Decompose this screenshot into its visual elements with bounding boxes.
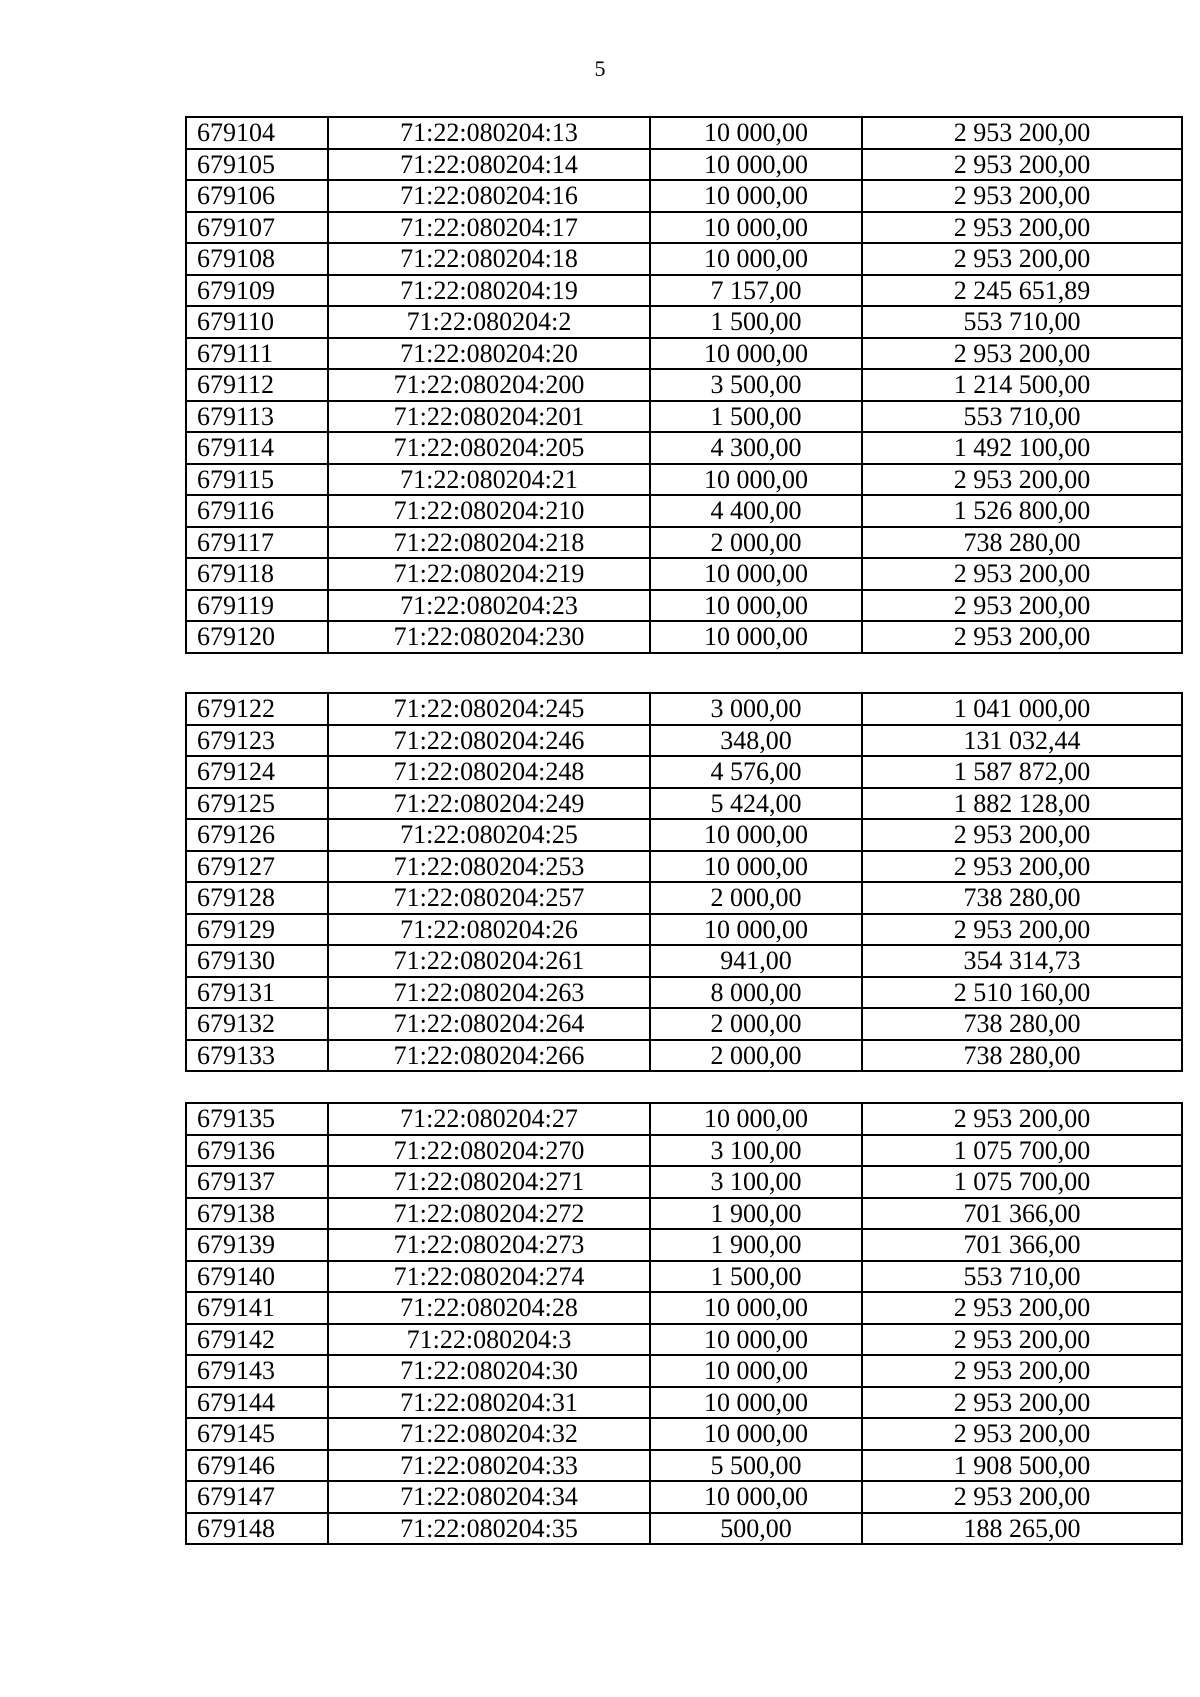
table-row (186, 621, 1182, 653)
table-row (186, 914, 1182, 946)
cell-area: 8 000,00 (650, 977, 862, 1009)
cell-value: 2 510 160,00 (862, 977, 1182, 1009)
cell-record-id: 679148 (186, 1513, 328, 1545)
cell-cadastral-number: 71:22:080204:34 (328, 1481, 650, 1513)
cell-value: 701 366,00 (862, 1198, 1182, 1230)
table-row (186, 306, 1182, 338)
cell-value: 131 032,44 (862, 725, 1182, 757)
cell-area: 1 900,00 (650, 1198, 862, 1230)
cell-record-id: 679144 (186, 1387, 328, 1419)
cell-record-id: 679123 (186, 725, 328, 757)
cell-area: 10 000,00 (650, 1292, 862, 1324)
cell-record-id: 679131 (186, 977, 328, 1009)
cell-area: 4 300,00 (650, 432, 862, 464)
cell-value: 738 280,00 (862, 527, 1182, 559)
cell-record-id: 679125 (186, 788, 328, 820)
cell-value: 1 882 128,00 (862, 788, 1182, 820)
cell-value: 2 953 200,00 (862, 1355, 1182, 1387)
table-row (186, 1040, 1182, 1072)
cell-value: 1 492 100,00 (862, 432, 1182, 464)
cell-area: 5 500,00 (650, 1450, 862, 1482)
cell-area: 2 000,00 (650, 1008, 862, 1040)
cell-record-id: 679130 (186, 945, 328, 977)
cell-cadastral-number: 71:22:080204:205 (328, 432, 650, 464)
table-row (186, 1513, 1182, 1545)
cell-value: 553 710,00 (862, 1261, 1182, 1293)
cell-record-id: 679119 (186, 590, 328, 622)
cell-record-id: 679117 (186, 527, 328, 559)
cell-cadastral-number: 71:22:080204:33 (328, 1450, 650, 1482)
cell-cadastral-number: 71:22:080204:201 (328, 401, 650, 433)
cell-value: 2 953 200,00 (862, 914, 1182, 946)
cell-cadastral-number: 71:22:080204:200 (328, 369, 650, 401)
cell-value: 1 908 500,00 (862, 1450, 1182, 1482)
cell-cadastral-number: 71:22:080204:246 (328, 725, 650, 757)
cell-cadastral-number: 71:22:080204:257 (328, 882, 650, 914)
cell-cadastral-number: 71:22:080204:230 (328, 621, 650, 653)
cell-cadastral-number: 71:22:080204:263 (328, 977, 650, 1009)
table-row (186, 401, 1182, 433)
cell-value: 2 953 200,00 (862, 819, 1182, 851)
cell-record-id: 679136 (186, 1135, 328, 1167)
cell-area: 10 000,00 (650, 1324, 862, 1356)
table-row (186, 527, 1182, 559)
cell-value: 2 953 200,00 (862, 212, 1182, 244)
cell-value: 1 075 700,00 (862, 1135, 1182, 1167)
cell-area: 10 000,00 (650, 464, 862, 496)
cell-value: 738 280,00 (862, 1008, 1182, 1040)
cell-record-id: 679120 (186, 621, 328, 653)
table-row (186, 558, 1182, 590)
table-row (186, 1418, 1182, 1450)
table-row (186, 1261, 1182, 1293)
cell-value: 2 953 200,00 (862, 1418, 1182, 1450)
table-row (186, 819, 1182, 851)
cell-value: 2 953 200,00 (862, 180, 1182, 212)
cell-value: 2 953 200,00 (862, 590, 1182, 622)
cell-record-id: 679114 (186, 432, 328, 464)
cell-area: 2 000,00 (650, 882, 862, 914)
cell-cadastral-number: 71:22:080204:18 (328, 243, 650, 275)
cell-cadastral-number: 71:22:080204:2 (328, 306, 650, 338)
table-row (186, 1450, 1182, 1482)
cell-area: 3 500,00 (650, 369, 862, 401)
cell-value: 354 314,73 (862, 945, 1182, 977)
cell-cadastral-number: 71:22:080204:20 (328, 338, 650, 370)
cell-record-id: 679108 (186, 243, 328, 275)
table-row (186, 945, 1182, 977)
cell-value: 2 953 200,00 (862, 558, 1182, 590)
cell-area: 3 100,00 (650, 1135, 862, 1167)
table-row (186, 1481, 1182, 1513)
cell-area: 10 000,00 (650, 180, 862, 212)
cell-record-id: 679138 (186, 1198, 328, 1230)
cell-area: 7 157,00 (650, 275, 862, 307)
cell-area: 10 000,00 (650, 621, 862, 653)
table-row (186, 851, 1182, 883)
cell-area: 1 500,00 (650, 401, 862, 433)
cell-record-id: 679111 (186, 338, 328, 370)
table-row (186, 1166, 1182, 1198)
cell-record-id: 679139 (186, 1229, 328, 1261)
table-block-2 (185, 692, 1183, 1072)
cell-record-id: 679129 (186, 914, 328, 946)
cell-area: 3 100,00 (650, 1166, 862, 1198)
cell-record-id: 679124 (186, 756, 328, 788)
table-row (186, 1103, 1182, 1135)
cell-cadastral-number: 71:22:080204:261 (328, 945, 650, 977)
table-row (186, 882, 1182, 914)
cell-area: 10 000,00 (650, 590, 862, 622)
cell-record-id: 679133 (186, 1040, 328, 1072)
cell-area: 348,00 (650, 725, 862, 757)
cell-value: 2 953 200,00 (862, 243, 1182, 275)
table-row (186, 1355, 1182, 1387)
page-number: 5 (594, 56, 606, 81)
table-row (186, 788, 1182, 820)
cell-record-id: 679113 (186, 401, 328, 433)
cell-record-id: 679104 (186, 117, 328, 149)
table-row (186, 432, 1182, 464)
cell-record-id: 679143 (186, 1355, 328, 1387)
table-row (186, 243, 1182, 275)
cell-record-id: 679127 (186, 851, 328, 883)
cell-value: 188 265,00 (862, 1513, 1182, 1545)
cell-area: 2 000,00 (650, 527, 862, 559)
cell-area: 10 000,00 (650, 1481, 862, 1513)
cell-area: 10 000,00 (650, 1387, 862, 1419)
cell-cadastral-number: 71:22:080204:248 (328, 756, 650, 788)
cell-record-id: 679140 (186, 1261, 328, 1293)
table-row (186, 756, 1182, 788)
cell-record-id: 679118 (186, 558, 328, 590)
table-row (186, 180, 1182, 212)
table-row (186, 495, 1182, 527)
cell-area: 1 500,00 (650, 1261, 862, 1293)
cell-area: 1 500,00 (650, 306, 862, 338)
cell-area: 10 000,00 (650, 1355, 862, 1387)
cell-cadastral-number: 71:22:080204:270 (328, 1135, 650, 1167)
cell-record-id: 679145 (186, 1418, 328, 1450)
cell-record-id: 679141 (186, 1292, 328, 1324)
cell-value: 1 526 800,00 (862, 495, 1182, 527)
cell-area: 10 000,00 (650, 914, 862, 946)
cell-cadastral-number: 71:22:080204:14 (328, 149, 650, 181)
cell-value: 2 953 200,00 (862, 621, 1182, 653)
cell-cadastral-number: 71:22:080204:266 (328, 1040, 650, 1072)
cell-cadastral-number: 71:22:080204:19 (328, 275, 650, 307)
table-row (186, 693, 1182, 725)
cell-area: 4 400,00 (650, 495, 862, 527)
cell-value: 2 953 200,00 (862, 1481, 1182, 1513)
cell-record-id: 679126 (186, 819, 328, 851)
cell-area: 4 576,00 (650, 756, 862, 788)
cell-cadastral-number: 71:22:080204:25 (328, 819, 650, 851)
cell-area: 10 000,00 (650, 1103, 862, 1135)
cell-cadastral-number: 71:22:080204:13 (328, 117, 650, 149)
cell-record-id: 679128 (186, 882, 328, 914)
cell-area: 10 000,00 (650, 243, 862, 275)
table-row (186, 977, 1182, 1009)
table-row (186, 275, 1182, 307)
cell-cadastral-number: 71:22:080204:264 (328, 1008, 650, 1040)
cell-area: 500,00 (650, 1513, 862, 1545)
cell-cadastral-number: 71:22:080204:26 (328, 914, 650, 946)
cell-record-id: 679132 (186, 1008, 328, 1040)
cell-value: 553 710,00 (862, 401, 1182, 433)
cell-record-id: 679109 (186, 275, 328, 307)
cell-value: 2 953 200,00 (862, 1387, 1182, 1419)
cell-value: 2 953 200,00 (862, 338, 1182, 370)
cell-value: 738 280,00 (862, 1040, 1182, 1072)
table-row (186, 369, 1182, 401)
cell-value: 701 366,00 (862, 1229, 1182, 1261)
cell-cadastral-number: 71:22:080204:23 (328, 590, 650, 622)
cell-cadastral-number: 71:22:080204:272 (328, 1198, 650, 1230)
cell-value: 2 953 200,00 (862, 149, 1182, 181)
cell-record-id: 679110 (186, 306, 328, 338)
cell-record-id: 679116 (186, 495, 328, 527)
cell-cadastral-number: 71:22:080204:31 (328, 1387, 650, 1419)
cell-cadastral-number: 71:22:080204:28 (328, 1292, 650, 1324)
cell-area: 10 000,00 (650, 149, 862, 181)
cell-cadastral-number: 71:22:080204:271 (328, 1166, 650, 1198)
table-row (186, 117, 1182, 149)
cell-cadastral-number: 71:22:080204:16 (328, 180, 650, 212)
cell-cadastral-number: 71:22:080204:21 (328, 464, 650, 496)
table-row (186, 149, 1182, 181)
cell-value: 1 214 500,00 (862, 369, 1182, 401)
cell-area: 10 000,00 (650, 558, 862, 590)
cell-cadastral-number: 71:22:080204:210 (328, 495, 650, 527)
cell-cadastral-number: 71:22:080204:249 (328, 788, 650, 820)
table-block-1 (185, 116, 1183, 654)
cell-value: 738 280,00 (862, 882, 1182, 914)
cell-cadastral-number: 71:22:080204:245 (328, 693, 650, 725)
cell-record-id: 679142 (186, 1324, 328, 1356)
table-row (186, 590, 1182, 622)
cell-value: 2 953 200,00 (862, 1324, 1182, 1356)
table-row (186, 338, 1182, 370)
cell-area: 2 000,00 (650, 1040, 862, 1072)
cell-value: 1 041 000,00 (862, 693, 1182, 725)
cell-record-id: 679106 (186, 180, 328, 212)
cell-value: 1 587 872,00 (862, 756, 1182, 788)
table-block-3 (185, 1102, 1183, 1545)
table-row (186, 1324, 1182, 1356)
cell-record-id: 679137 (186, 1166, 328, 1198)
table-row (186, 1292, 1182, 1324)
cell-value: 553 710,00 (862, 306, 1182, 338)
cell-record-id: 679105 (186, 149, 328, 181)
cell-cadastral-number: 71:22:080204:218 (328, 527, 650, 559)
cell-area: 10 000,00 (650, 851, 862, 883)
cell-cadastral-number: 71:22:080204:219 (328, 558, 650, 590)
cell-record-id: 679112 (186, 369, 328, 401)
cell-record-id: 679122 (186, 693, 328, 725)
cell-value: 2 953 200,00 (862, 851, 1182, 883)
cell-area: 10 000,00 (650, 338, 862, 370)
cell-record-id: 679147 (186, 1481, 328, 1513)
cell-cadastral-number: 71:22:080204:30 (328, 1355, 650, 1387)
table-row (186, 1008, 1182, 1040)
cell-value: 2 953 200,00 (862, 464, 1182, 496)
table-row (186, 1387, 1182, 1419)
cell-area: 10 000,00 (650, 212, 862, 244)
cell-cadastral-number: 71:22:080204:3 (328, 1324, 650, 1356)
cell-area: 5 424,00 (650, 788, 862, 820)
cell-cadastral-number: 71:22:080204:253 (328, 851, 650, 883)
cell-value: 2 953 200,00 (862, 1103, 1182, 1135)
cell-area: 1 900,00 (650, 1229, 862, 1261)
cell-cadastral-number: 71:22:080204:27 (328, 1103, 650, 1135)
cell-cadastral-number: 71:22:080204:274 (328, 1261, 650, 1293)
cell-area: 3 000,00 (650, 693, 862, 725)
cell-record-id: 679135 (186, 1103, 328, 1135)
cell-value: 1 075 700,00 (862, 1166, 1182, 1198)
cell-cadastral-number: 71:22:080204:273 (328, 1229, 650, 1261)
cell-record-id: 679146 (186, 1450, 328, 1482)
cell-record-id: 679107 (186, 212, 328, 244)
cell-cadastral-number: 71:22:080204:35 (328, 1513, 650, 1545)
cell-cadastral-number: 71:22:080204:32 (328, 1418, 650, 1450)
table-row (186, 725, 1182, 757)
table-row (186, 1135, 1182, 1167)
table-row (186, 1229, 1182, 1261)
table-row (186, 464, 1182, 496)
cell-cadastral-number: 71:22:080204:17 (328, 212, 650, 244)
cell-area: 941,00 (650, 945, 862, 977)
table-row (186, 212, 1182, 244)
cell-record-id: 679115 (186, 464, 328, 496)
cell-area: 10 000,00 (650, 1418, 862, 1450)
cell-value: 2 245 651,89 (862, 275, 1182, 307)
cell-area: 10 000,00 (650, 117, 862, 149)
cell-value: 2 953 200,00 (862, 1292, 1182, 1324)
cell-area: 10 000,00 (650, 819, 862, 851)
table-row (186, 1198, 1182, 1230)
cell-value: 2 953 200,00 (862, 117, 1182, 149)
